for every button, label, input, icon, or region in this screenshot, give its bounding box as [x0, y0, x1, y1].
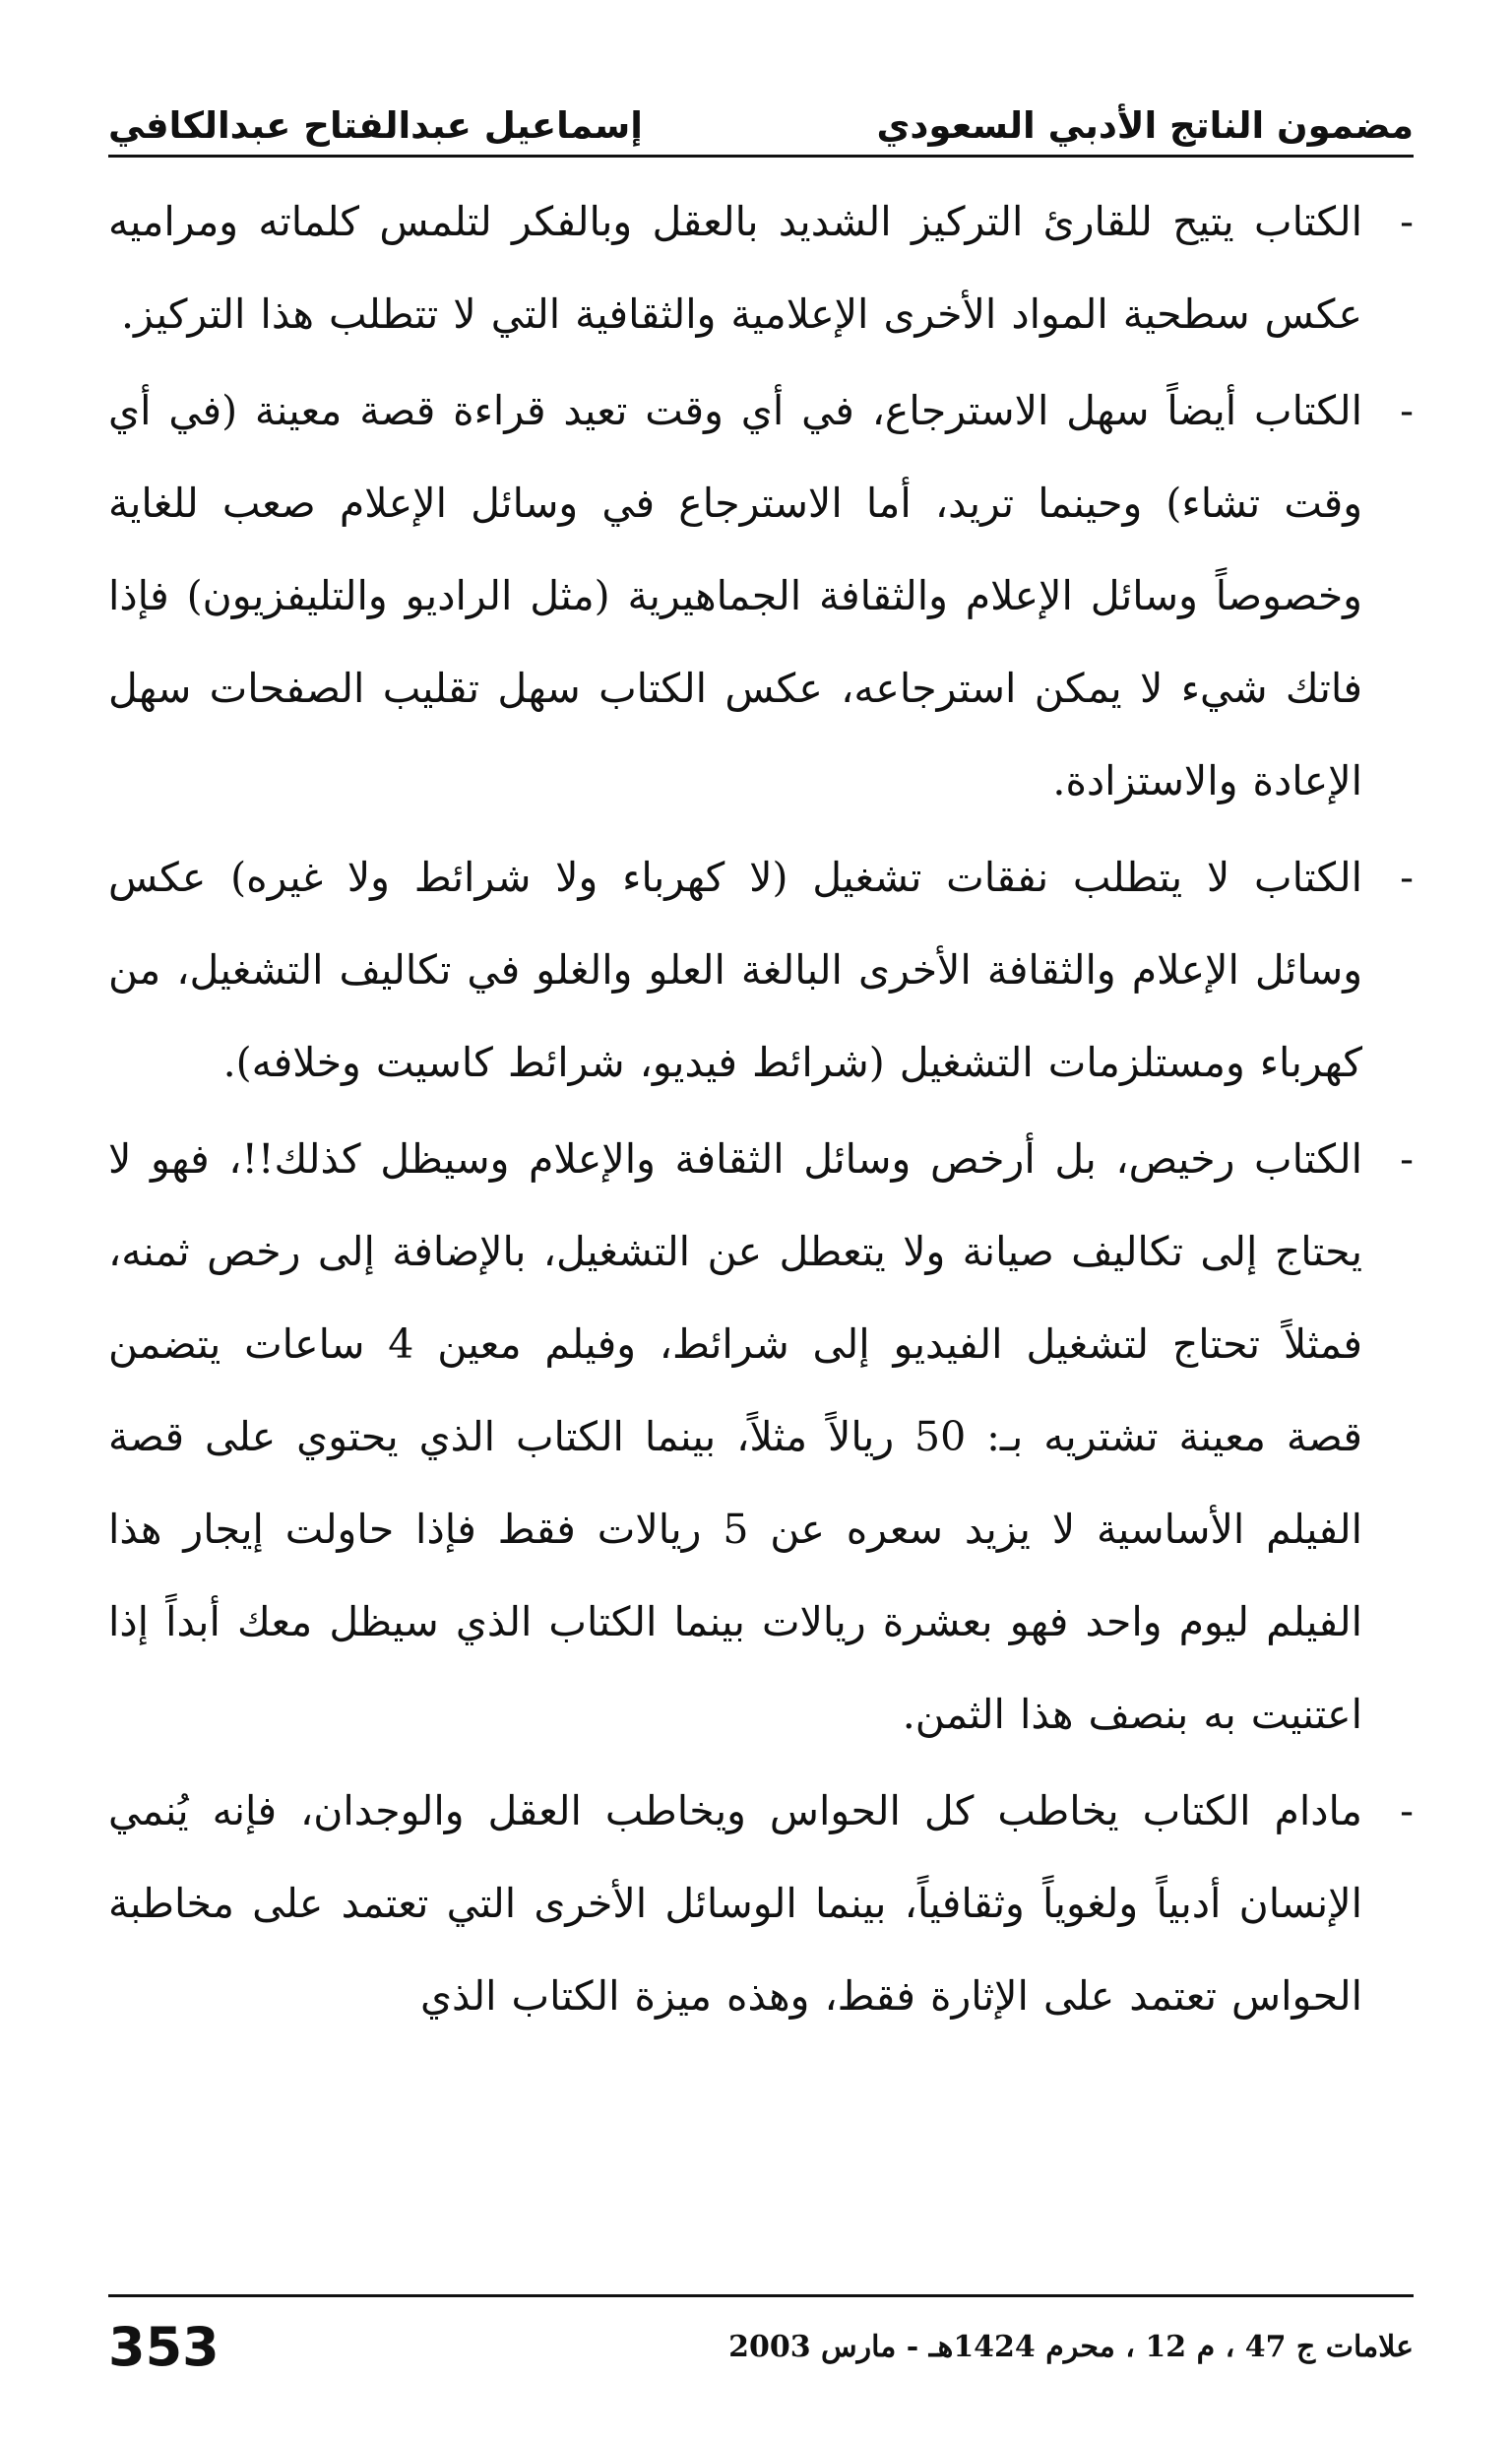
article-body	[108, 175, 1414, 2255]
author-name: إسماعيل عبدالفتاح عبدالكافي	[108, 103, 643, 147]
page-number: 353	[108, 2315, 220, 2378]
bullet-dash: -	[1400, 198, 1414, 245]
bullet-dash: -	[1400, 1135, 1414, 1183]
bullet-dash: -	[1400, 1787, 1414, 1834]
bullet-dash: -	[1400, 387, 1414, 434]
issue-info: علامات ج 47 ، م 12 ، محرم 1424هـ - مارس 2003	[728, 2329, 1414, 2364]
bullet-paragraph	[108, 175, 1414, 360]
bullet-paragraph	[108, 831, 1414, 1109]
bullet-paragraph	[108, 364, 1414, 827]
paragraph-text: الكتاب لا يتطلب نفقات تشغيل (لا كهرباء ولا شرائط ولا غيره) عكس وسائل الإعلام والثقافة الأخرى البالغة العلو والغلو في تكاليف التشغيل، من كهرباء ومستلزمات التشغيل (شرائط فيديو، شرائط كاسيت وخلافه).	[108, 854, 1362, 1086]
footer-divider	[108, 2294, 1414, 2297]
bullet-paragraph	[108, 1113, 1414, 1761]
paragraph-text: الكتاب أيضاً سهل الاسترجاع، في أي وقت تعيد قراءة قصة معينة (في أي وقت تشاء) وحينما تريد، أما الاسترجاع في وسائل الإعلام صعب للغاية وخصوصاً وسائل الإعلام والثقافة الجماهيرية (مثل الراديو والتليفزيون) فإذا فاتك شيء لا يمكن استرجاعه، عكس الكتاب سهل تقليب الصفحات سهل الإعادة والاستزادة.	[108, 387, 1362, 804]
paragraph-text: الكتاب يتيح للقارئ التركيز الشديد بالعقل وبالفكر لتلمس كلماته ومراميه عكس سطحية المواد الأخرى الإعلامية والثقافية التي لا تتطلب هذا التركيز.	[108, 198, 1362, 338]
bullet-dash: -	[1400, 854, 1414, 901]
bullet-paragraph	[108, 1765, 1414, 2042]
header-divider	[108, 155, 1414, 158]
paragraph-text: الكتاب رخيص، بل أرخص وسائل الثقافة والإعلام وسيظل كذلك!!، فهو لا يحتاج إلى تكاليف صيانة ولا يتعطل عن التشغيل، بالإضافة إلى رخص ثمنه، فمثلاً تحتاج لتشغيل الفيديو إلى شرائط، وفيلم معين 4 ساعات يتضمن قصة معينة تشتريه بـ: 50 ريالاً مثلاً، بينما الكتاب الذي يحتوي على قصة الفيلم الأساسية لا يزيد سعره عن 5 ريالات فقط فإذا حاولت إيجار هذا الفيلم ليوم واحد فهو بعشرة ريالات بينما الكتاب الذي سيظل معك أبداً إذا اعتنيت به بنصف هذا الثمن.	[108, 1135, 1362, 1738]
running-footer	[108, 2312, 1414, 2381]
paragraph-text: مادام الكتاب يخاطب كل الحواس ويخاطب العقل والوجدان، فإنه يُنمي الإنسان أدبياً ولغوياً وثقافياً، بينما الوسائل الأخرى التي تعتمد على مخاطبة الحواس تعتمد على الإثارة فقط، وهذه ميزة الكتاب الذي	[108, 1787, 1362, 2020]
running-header	[108, 79, 1414, 148]
journal-section-title: مضمون الناتج الأدبي السعودي	[876, 103, 1414, 147]
